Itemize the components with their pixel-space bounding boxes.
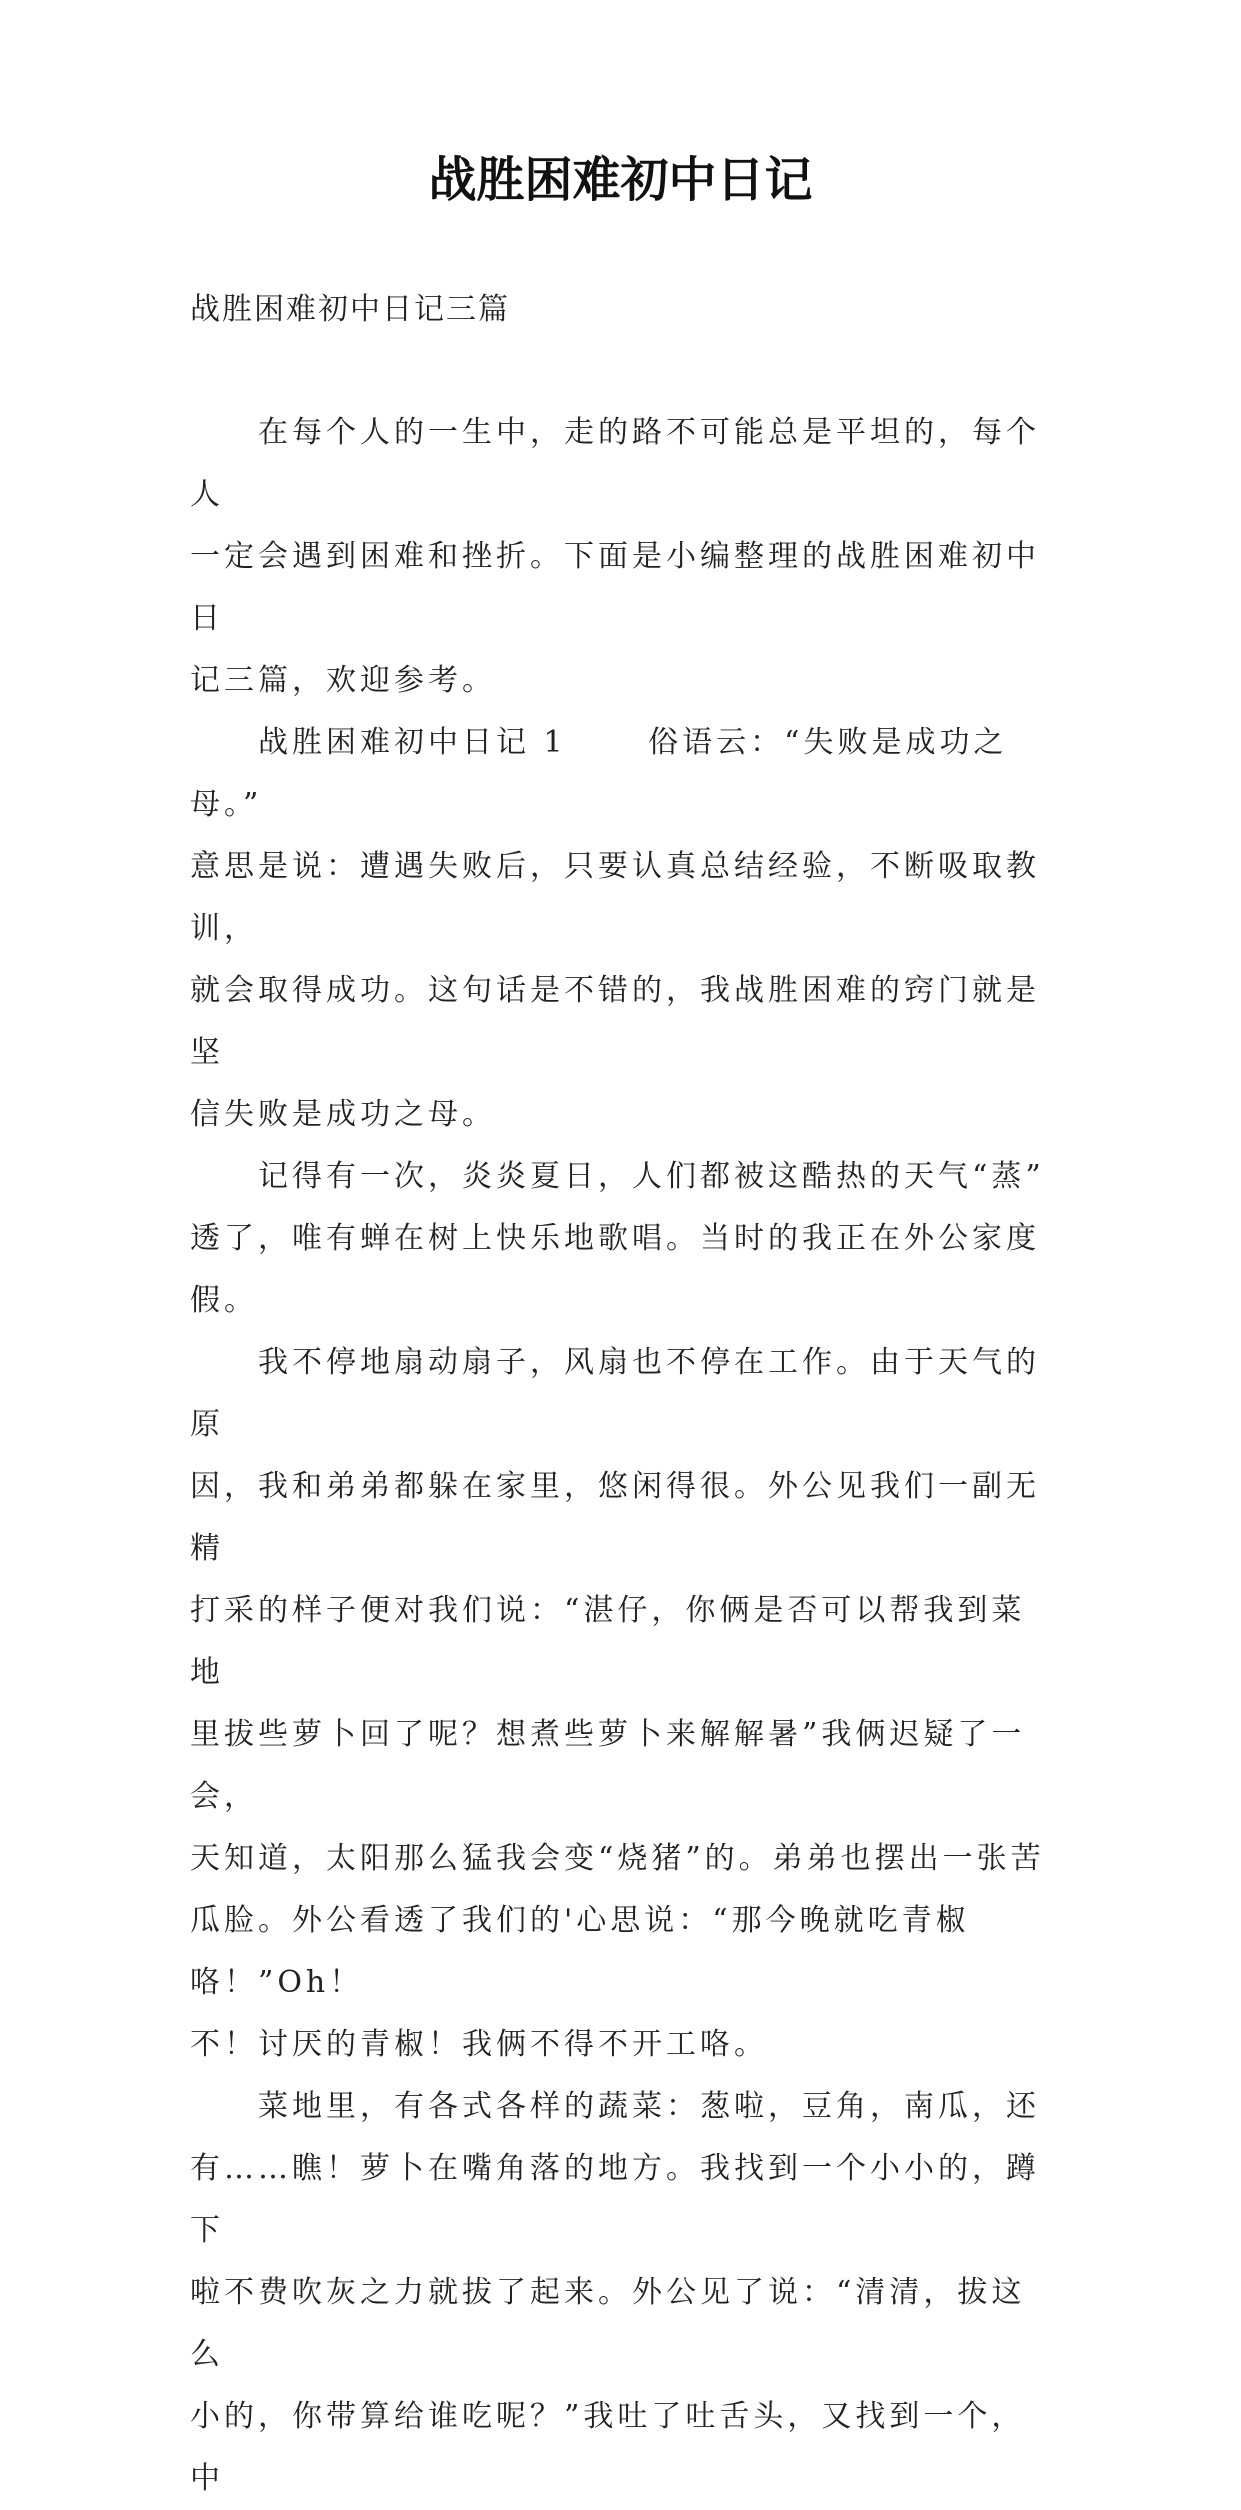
document-body [190,402,1052,2510]
paragraph-intro: 在每个人的一生中，走的路不可能总是平坦的，每个人 一定会遇到困难和挫折。下面是小编整理的战胜困难初中日 记三篇，欢迎参考。 [190,415,1040,698]
document-subtitle: 战胜困难初中日记三篇 [190,292,510,327]
paragraph-diary-1: 战胜困难初中日记 1 俗语云：“失败是成功之母。” 意思是说：遭遇失败后，只要认真总结经验，不断吸取教训， 就会取得成功。这句话是不错的，我战胜困难的窍门就是坚 信失败是成功之母。 [190,725,1040,1132]
paragraph-vegetable-garden: 菜地里，有各式各样的蔬菜：葱啦，豆角，南瓜，还 有……瞧！萝卜在嘴角落的地方。我找到一个小小的，蹲下 啦不费吹灰之力就拔了起来。外公见了说：“清清，拔这么 小的，你带算给谁吃呢？”我吐了吐舌头，又找到一个，中 [190,2089,1040,2496]
paragraph-summer-day: 记得有一次，炎炎夏日，人们都被这酷热的天气“蒸” 透了，唯有蝉在树上快乐地歌唱。当时的我正在外公家度假。 [190,1159,1045,1318]
document-title: 战胜困难初中日记 [428,152,813,208]
paragraph-grandfather-request: 我不停地扇动扇子，风扇也不停在工作。由于天气的原 因，我和弟弟都躲在家里，悠闲得很。外公见我们一副无精 打采的样子便对我们说：“湛仔，你俩是否可以帮我到菜地 里拔些萝卜回了呢？想煮些萝卜来解解暑”我俩迟疑了一会， 天知道，太阳那么猛我会变“烧猪”的。弟弟也摆出一张苦 瓜脸。外公看透了我们的'心思说：“那今晚就吃青椒咯！”Oh！ 不！讨厌的青椒！我俩不得不开工咯。 [190,1345,1045,2062]
